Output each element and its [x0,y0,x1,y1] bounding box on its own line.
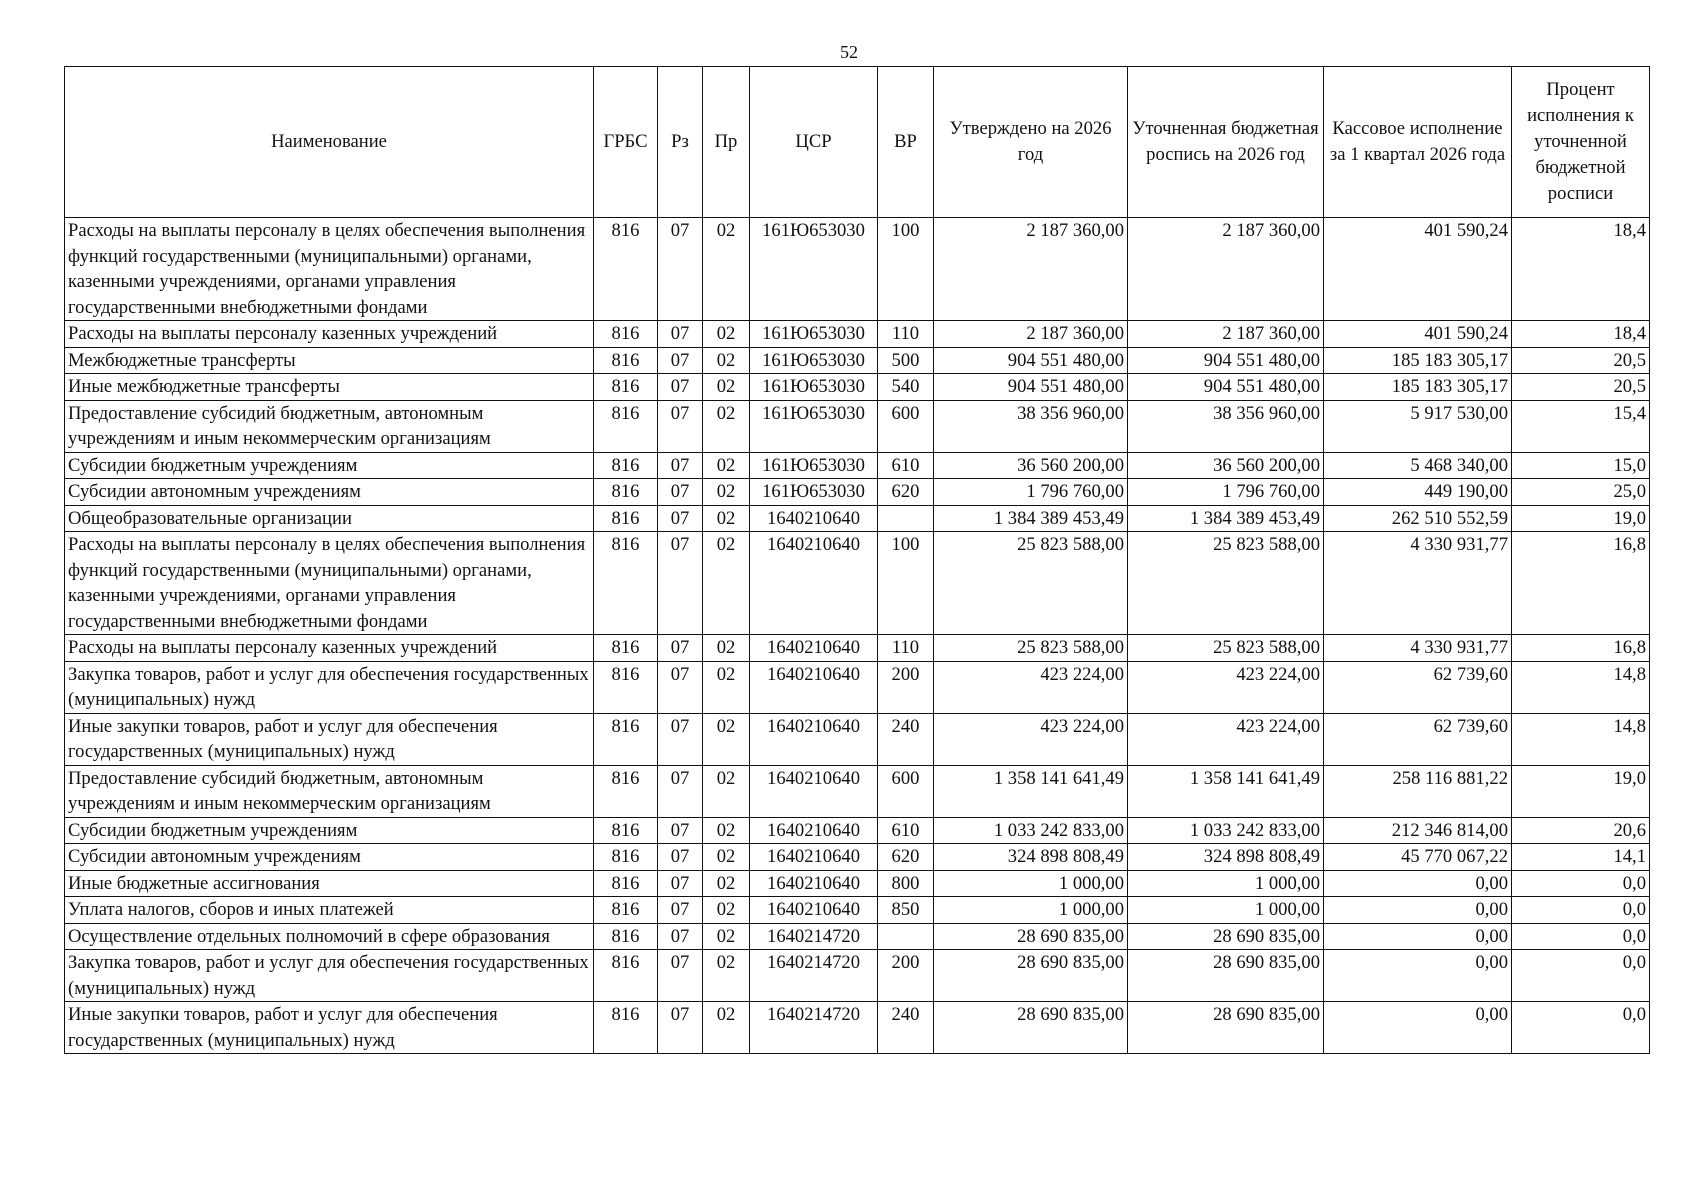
cell-vr: 240 [878,1002,934,1054]
table-row [65,1002,1650,1054]
cell-pr: 02 [703,897,750,924]
cell-cash: 449 190,00 [1324,479,1512,506]
header-name: Наименование [65,67,594,218]
cell-approved: 904 551 480,00 [934,347,1128,374]
table-header [65,67,1650,218]
table-row [65,218,1650,321]
cell-cash: 0,00 [1324,950,1512,1002]
cell-vr: 540 [878,374,934,401]
table-row [65,817,1650,844]
cell-refined: 38 356 960,00 [1128,400,1324,452]
cell-csr: 1640210640 [750,532,878,635]
cell-grbs: 816 [594,635,658,662]
cell-refined: 324 898 808,49 [1128,844,1324,871]
cell-grbs: 816 [594,897,658,924]
cell-approved: 423 224,00 [934,713,1128,765]
cell-rz: 07 [658,452,703,479]
cell-cash: 62 739,60 [1324,661,1512,713]
cell-csr: 1640210640 [750,635,878,662]
cell-approved: 25 823 588,00 [934,635,1128,662]
cell-csr: 1640210640 [750,505,878,532]
cell-grbs: 816 [594,1002,658,1054]
cell-pr: 02 [703,400,750,452]
cell-name: Иные межбюджетные трансферты [65,374,594,401]
cell-csr: 1640210640 [750,817,878,844]
table-row [65,452,1650,479]
cell-percent: 15,0 [1512,452,1650,479]
cell-approved: 904 551 480,00 [934,374,1128,401]
cell-cash: 62 739,60 [1324,713,1512,765]
cell-refined: 2 187 360,00 [1128,218,1324,321]
header-pr: Пр [703,67,750,218]
cell-percent: 25,0 [1512,479,1650,506]
cell-name: Субсидии автономным учреждениям [65,479,594,506]
cell-approved: 1 000,00 [934,870,1128,897]
cell-csr: 1640210640 [750,661,878,713]
cell-cash: 212 346 814,00 [1324,817,1512,844]
cell-rz: 07 [658,321,703,348]
cell-pr: 02 [703,844,750,871]
cell-percent: 0,0 [1512,870,1650,897]
cell-grbs: 816 [594,844,658,871]
cell-rz: 07 [658,844,703,871]
cell-grbs: 816 [594,817,658,844]
cell-refined: 1 384 389 453,49 [1128,505,1324,532]
cell-rz: 07 [658,505,703,532]
cell-csr: 161Ю653030 [750,321,878,348]
table-body [65,218,1650,1054]
cell-percent: 20,6 [1512,817,1650,844]
table-row [65,844,1650,871]
cell-name: Иные бюджетные ассигнования [65,870,594,897]
budget-table [64,66,1650,1054]
cell-vr: 620 [878,844,934,871]
cell-cash: 262 510 552,59 [1324,505,1512,532]
cell-percent: 0,0 [1512,1002,1650,1054]
cell-pr: 02 [703,452,750,479]
cell-vr: 240 [878,713,934,765]
cell-pr: 02 [703,765,750,817]
cell-cash: 185 183 305,17 [1324,374,1512,401]
cell-csr: 1640210640 [750,897,878,924]
cell-cash: 401 590,24 [1324,218,1512,321]
cell-vr: 620 [878,479,934,506]
table-row [65,950,1650,1002]
cell-percent: 19,0 [1512,505,1650,532]
cell-refined: 904 551 480,00 [1128,374,1324,401]
cell-grbs: 816 [594,713,658,765]
cell-percent: 0,0 [1512,923,1650,950]
cell-pr: 02 [703,923,750,950]
cell-rz: 07 [658,347,703,374]
cell-csr: 161Ю653030 [750,479,878,506]
cell-name: Уплата налогов, сборов и иных платежей [65,897,594,924]
cell-pr: 02 [703,505,750,532]
cell-refined: 1 033 242 833,00 [1128,817,1324,844]
cell-grbs: 816 [594,661,658,713]
header-approved: Утверждено на 2026 год [934,67,1128,218]
cell-percent: 18,4 [1512,321,1650,348]
cell-name: Расходы на выплаты персоналу в целях обеспечения выполнения функций государственными (муниципальными) органами, казенными учреждениями, органами управления государственными внебюджетными фондами [65,532,594,635]
table-row [65,505,1650,532]
cell-vr: 200 [878,661,934,713]
cell-vr: 610 [878,452,934,479]
header-cash: Кассовое исполнение за 1 квартал 2026 года [1324,67,1512,218]
cell-cash: 0,00 [1324,897,1512,924]
cell-name: Закупка товаров, работ и услуг для обеспечения государственных (муниципальных) нужд [65,661,594,713]
cell-approved: 38 356 960,00 [934,400,1128,452]
cell-approved: 28 690 835,00 [934,923,1128,950]
cell-approved: 28 690 835,00 [934,950,1128,1002]
cell-refined: 28 690 835,00 [1128,923,1324,950]
cell-approved: 36 560 200,00 [934,452,1128,479]
cell-rz: 07 [658,635,703,662]
cell-pr: 02 [703,713,750,765]
cell-name: Межбюджетные трансферты [65,347,594,374]
cell-rz: 07 [658,479,703,506]
cell-grbs: 816 [594,400,658,452]
cell-pr: 02 [703,532,750,635]
cell-percent: 14,8 [1512,713,1650,765]
cell-rz: 07 [658,374,703,401]
cell-csr: 1640214720 [750,1002,878,1054]
cell-vr: 100 [878,532,934,635]
cell-grbs: 816 [594,923,658,950]
cell-name: Иные закупки товаров, работ и услуг для обеспечения государственных (муниципальных) нужд [65,713,594,765]
cell-vr [878,505,934,532]
header-grbs: ГРБС [594,67,658,218]
cell-rz: 07 [658,817,703,844]
cell-grbs: 816 [594,374,658,401]
cell-refined: 36 560 200,00 [1128,452,1324,479]
cell-vr: 110 [878,635,934,662]
cell-pr: 02 [703,347,750,374]
cell-approved: 25 823 588,00 [934,532,1128,635]
cell-name: Общеобразовательные организации [65,505,594,532]
cell-grbs: 816 [594,532,658,635]
cell-approved: 2 187 360,00 [934,321,1128,348]
cell-rz: 07 [658,218,703,321]
cell-name: Иные закупки товаров, работ и услуг для обеспечения государственных (муниципальных) нужд [65,1002,594,1054]
header-refined: Уточненная бюджетная роспись на 2026 год [1128,67,1324,218]
cell-rz: 07 [658,1002,703,1054]
cell-percent: 20,5 [1512,374,1650,401]
cell-rz: 07 [658,661,703,713]
cell-pr: 02 [703,870,750,897]
cell-csr: 1640210640 [750,870,878,897]
cell-refined: 28 690 835,00 [1128,1002,1324,1054]
cell-name: Расходы на выплаты персоналу в целях обеспечения выполнения функций государственными (муниципальными) органами, казенными учреждениями, органами управления государственными внебюджетными фондами [65,218,594,321]
cell-pr: 02 [703,479,750,506]
cell-cash: 0,00 [1324,870,1512,897]
table-row [65,897,1650,924]
table-row [65,635,1650,662]
cell-vr: 200 [878,950,934,1002]
cell-approved: 1 384 389 453,49 [934,505,1128,532]
cell-cash: 4 330 931,77 [1324,532,1512,635]
cell-csr: 161Ю653030 [750,347,878,374]
cell-approved: 28 690 835,00 [934,1002,1128,1054]
cell-rz: 07 [658,950,703,1002]
cell-cash: 185 183 305,17 [1324,347,1512,374]
cell-rz: 07 [658,870,703,897]
table-row [65,870,1650,897]
cell-rz: 07 [658,765,703,817]
cell-grbs: 816 [594,347,658,374]
cell-csr: 1640214720 [750,923,878,950]
cell-csr: 161Ю653030 [750,218,878,321]
cell-percent: 14,8 [1512,661,1650,713]
cell-vr: 500 [878,347,934,374]
cell-grbs: 816 [594,950,658,1002]
cell-grbs: 816 [594,765,658,817]
cell-approved: 1 000,00 [934,897,1128,924]
cell-pr: 02 [703,1002,750,1054]
cell-rz: 07 [658,532,703,635]
cell-vr: 800 [878,870,934,897]
cell-refined: 1 358 141 641,49 [1128,765,1324,817]
cell-cash: 258 116 881,22 [1324,765,1512,817]
cell-pr: 02 [703,817,750,844]
table-row [65,923,1650,950]
cell-refined: 1 000,00 [1128,870,1324,897]
cell-cash: 5 468 340,00 [1324,452,1512,479]
cell-pr: 02 [703,218,750,321]
cell-cash: 0,00 [1324,923,1512,950]
table-row [65,713,1650,765]
cell-refined: 423 224,00 [1128,713,1324,765]
cell-name: Субсидии бюджетным учреждениям [65,817,594,844]
cell-pr: 02 [703,321,750,348]
cell-pr: 02 [703,661,750,713]
cell-grbs: 816 [594,321,658,348]
cell-vr: 850 [878,897,934,924]
cell-csr: 1640214720 [750,950,878,1002]
header-csr: ЦСР [750,67,878,218]
table-row [65,400,1650,452]
cell-percent: 19,0 [1512,765,1650,817]
cell-csr: 161Ю653030 [750,400,878,452]
table-row [65,374,1650,401]
table-row [65,321,1650,348]
cell-pr: 02 [703,374,750,401]
cell-vr [878,923,934,950]
cell-cash: 5 917 530,00 [1324,400,1512,452]
cell-rz: 07 [658,400,703,452]
cell-grbs: 816 [594,870,658,897]
cell-name: Расходы на выплаты персоналу казенных учреждений [65,321,594,348]
cell-cash: 0,00 [1324,1002,1512,1054]
cell-name: Закупка товаров, работ и услуг для обеспечения государственных (муниципальных) нужд [65,950,594,1002]
cell-percent: 14,1 [1512,844,1650,871]
header-row [65,67,1650,218]
table-row [65,661,1650,713]
cell-percent: 16,8 [1512,635,1650,662]
cell-percent: 16,8 [1512,532,1650,635]
cell-vr: 100 [878,218,934,321]
cell-name: Предоставление субсидий бюджетным, автономным учреждениям и иным некоммерческим организациям [65,400,594,452]
cell-percent: 18,4 [1512,218,1650,321]
cell-refined: 423 224,00 [1128,661,1324,713]
cell-name: Субсидии автономным учреждениям [65,844,594,871]
cell-grbs: 816 [594,218,658,321]
cell-pr: 02 [703,635,750,662]
table-row [65,532,1650,635]
cell-name: Осуществление отдельных полномочий в сфере образования [65,923,594,950]
cell-csr: 1640210640 [750,713,878,765]
cell-vr: 600 [878,765,934,817]
cell-approved: 324 898 808,49 [934,844,1128,871]
cell-refined: 2 187 360,00 [1128,321,1324,348]
page-number: 52 [840,42,858,62]
cell-name: Расходы на выплаты персоналу казенных учреждений [65,635,594,662]
cell-percent: 20,5 [1512,347,1650,374]
cell-name: Субсидии бюджетным учреждениям [65,452,594,479]
header-rz: Рз [658,67,703,218]
cell-approved: 1 033 242 833,00 [934,817,1128,844]
cell-vr: 110 [878,321,934,348]
cell-percent: 0,0 [1512,897,1650,924]
cell-grbs: 816 [594,479,658,506]
cell-rz: 07 [658,897,703,924]
cell-grbs: 816 [594,505,658,532]
table-row [65,765,1650,817]
cell-approved: 1 358 141 641,49 [934,765,1128,817]
cell-percent: 15,4 [1512,400,1650,452]
header-vr: ВР [878,67,934,218]
header-percent: Процент исполнения к уточненной бюджетной росписи [1512,67,1650,218]
cell-refined: 904 551 480,00 [1128,347,1324,374]
table-row [65,479,1650,506]
cell-approved: 423 224,00 [934,661,1128,713]
cell-cash: 401 590,24 [1324,321,1512,348]
cell-csr: 161Ю653030 [750,374,878,401]
cell-pr: 02 [703,950,750,1002]
cell-vr: 600 [878,400,934,452]
cell-approved: 1 796 760,00 [934,479,1128,506]
cell-cash: 45 770 067,22 [1324,844,1512,871]
cell-csr: 161Ю653030 [750,452,878,479]
cell-refined: 1 796 760,00 [1128,479,1324,506]
cell-rz: 07 [658,923,703,950]
cell-name: Предоставление субсидий бюджетным, автономным учреждениям и иным некоммерческим организациям [65,765,594,817]
cell-refined: 25 823 588,00 [1128,532,1324,635]
cell-rz: 07 [658,713,703,765]
cell-refined: 25 823 588,00 [1128,635,1324,662]
cell-percent: 0,0 [1512,950,1650,1002]
cell-grbs: 816 [594,452,658,479]
cell-csr: 1640210640 [750,844,878,871]
cell-approved: 2 187 360,00 [934,218,1128,321]
cell-cash: 4 330 931,77 [1324,635,1512,662]
cell-vr: 610 [878,817,934,844]
table-row [65,347,1650,374]
cell-refined: 28 690 835,00 [1128,950,1324,1002]
cell-refined: 1 000,00 [1128,897,1324,924]
cell-csr: 1640210640 [750,765,878,817]
